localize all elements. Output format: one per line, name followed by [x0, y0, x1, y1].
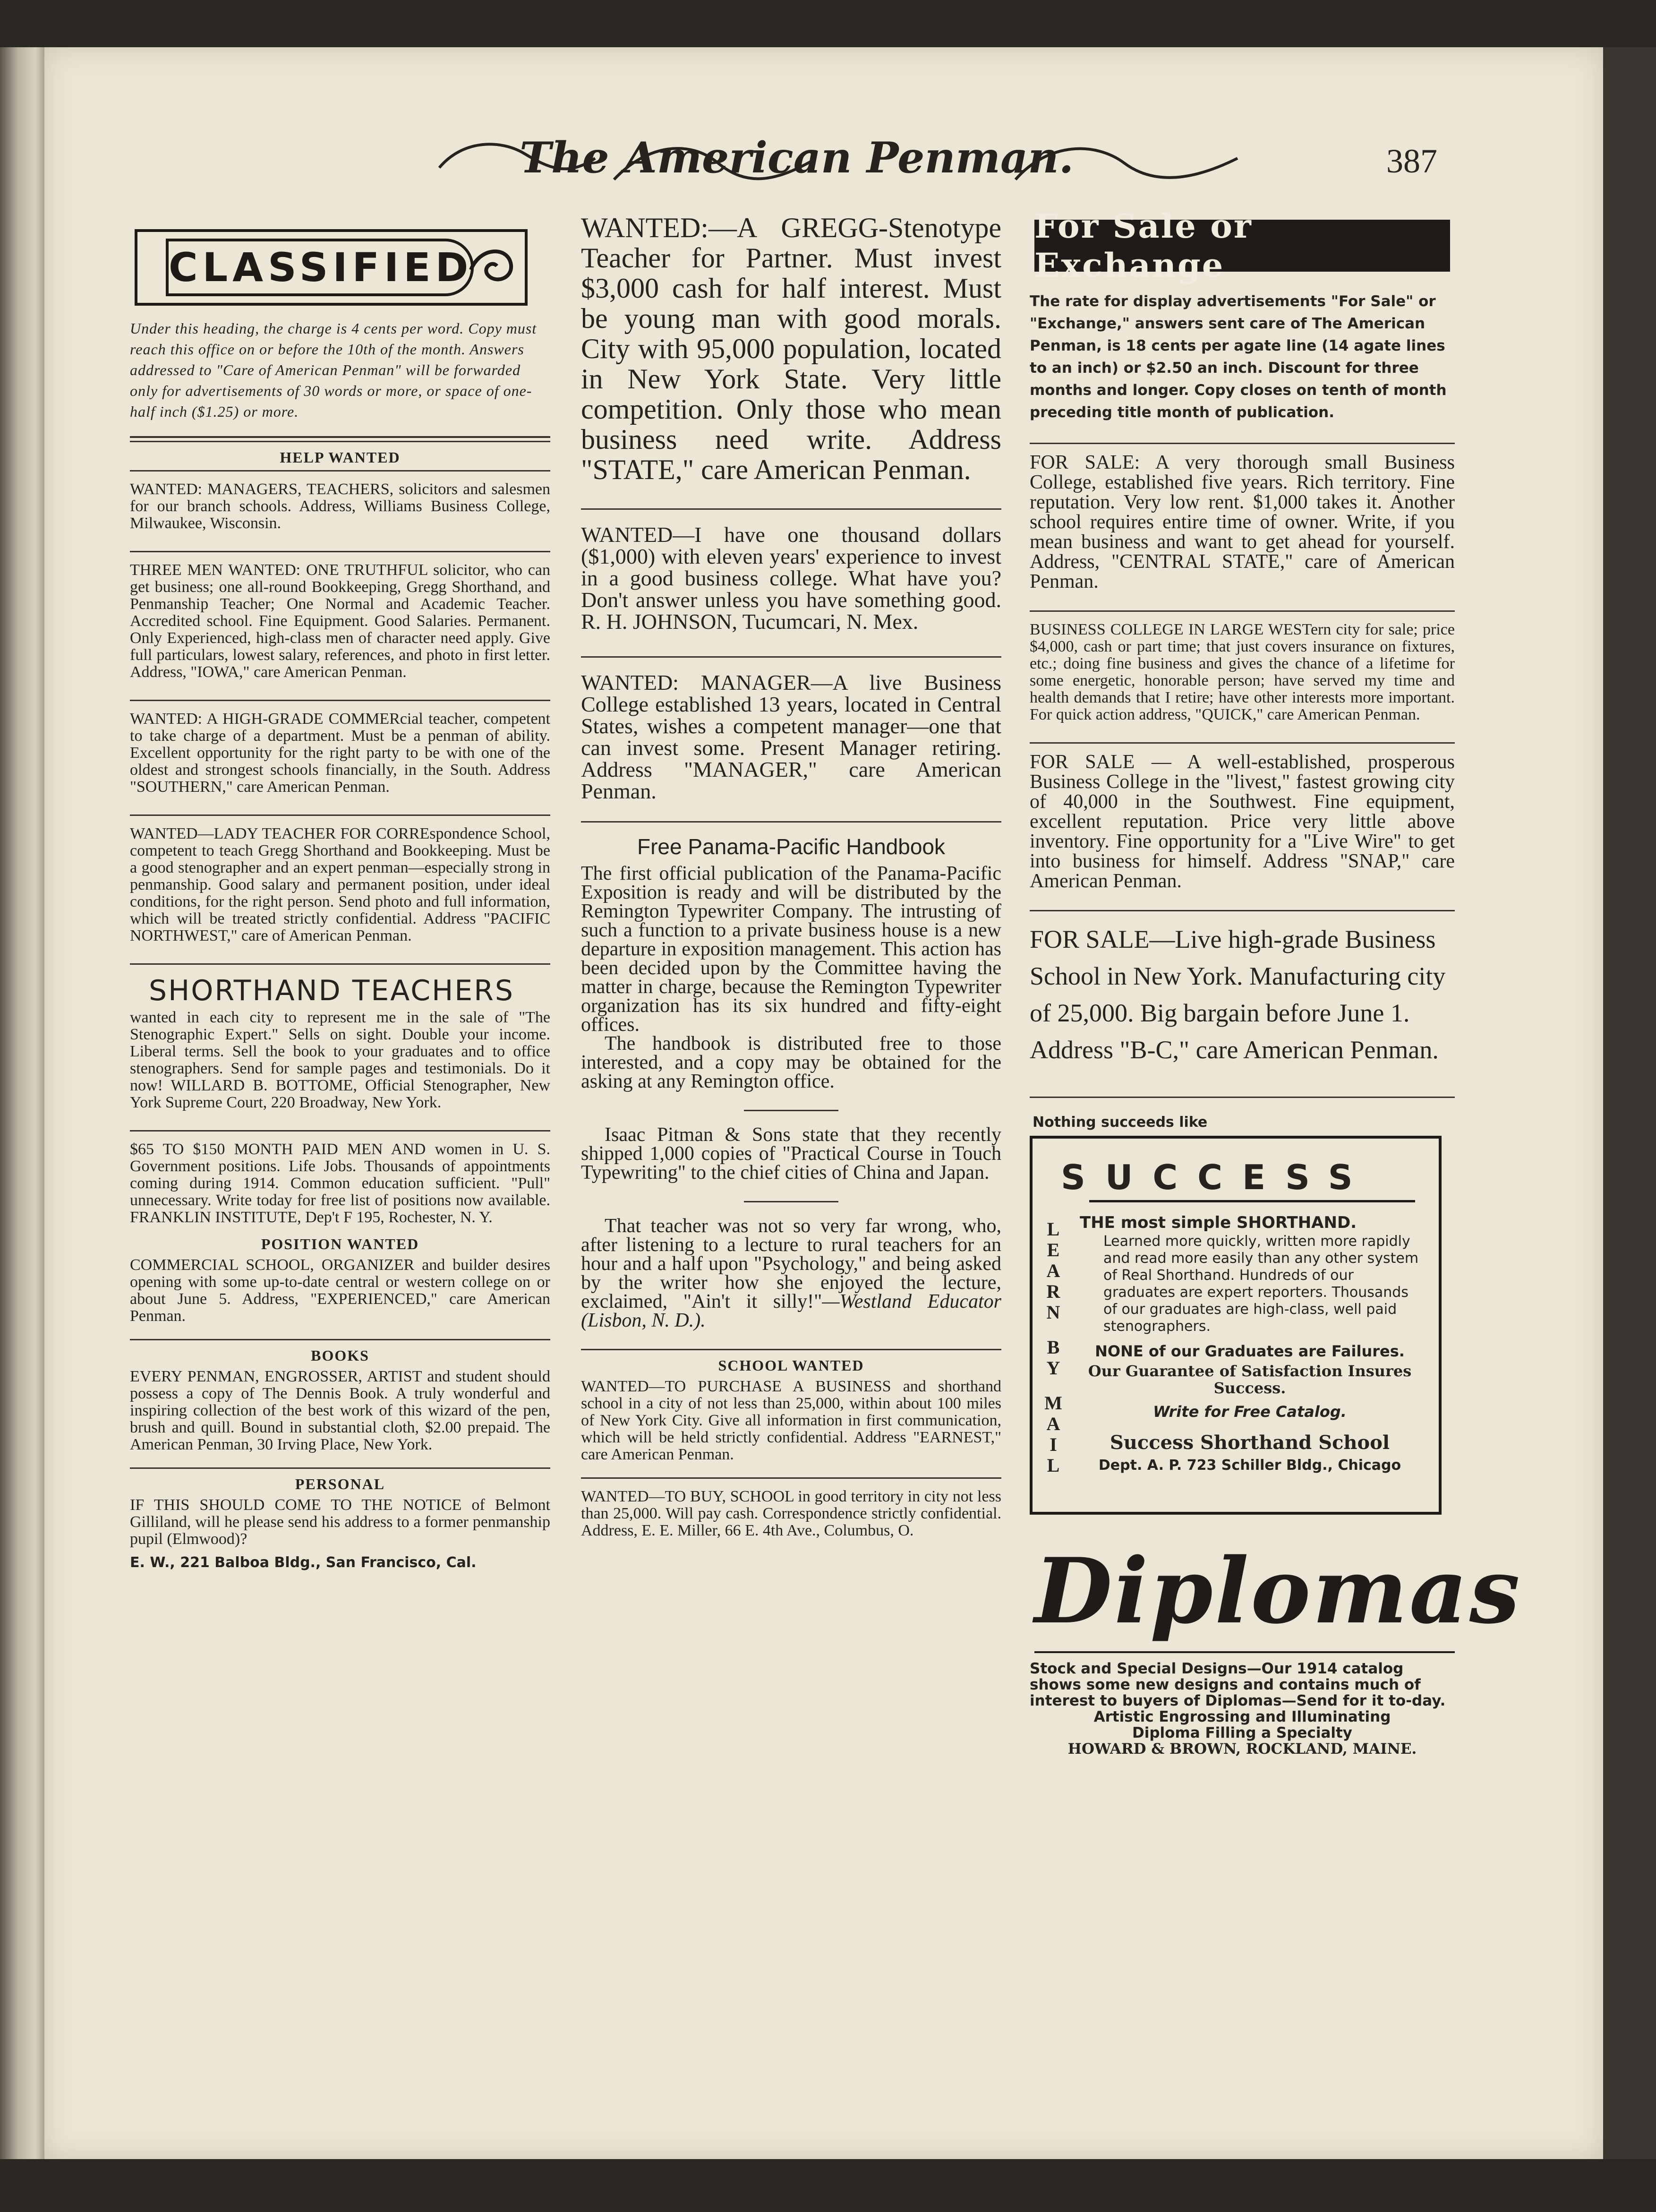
diplomas-line: Artistic Engrossing and Illuminating: [1093, 1708, 1391, 1725]
vertical-letter: L: [1047, 1455, 1060, 1476]
shorthand-teachers-heading: SHORTHAND TEACHERS: [149, 974, 514, 1007]
vertical-gap: [1044, 1323, 1063, 1337]
vertical-gap: [1044, 1379, 1063, 1393]
panama-paragraph: The first official publication of the Panama-Pacific Exposition is ready and will be distributed by the Remington Typewriter Company. The intrusting of such a function to a private business house is a new departure in exposition management. This action has been decided upon by the Committee having the matter in charge, because the Remington Typewriter organization has its six hundred and fifty-eight offices.: [581, 863, 1001, 1036]
diplomas-line: HOWARD & BROWN, ROCKLAND, MAINE.: [1067, 1740, 1417, 1758]
column-for-sale: [1030, 206, 1522, 1758]
vertical-letter: A: [1046, 1260, 1060, 1281]
classified-ad: WANTED—LADY TEACHER FOR CORREspondence School, competent to teach Gregg Shorthand and Bookkeeping. Must be a good stenographer and an expert penman—especially strong in penmanship. Good salary and permanent position, under ideal conditions, for the right person. Send photo and full information, which will be treated strictly confidential. Address "PACIFIC NORTHWEST," care of American Penman.: [130, 825, 550, 944]
short-divider: [744, 1110, 838, 1111]
success-underline: [1089, 1200, 1415, 1202]
divider: [1030, 443, 1455, 444]
divider: [581, 1477, 1001, 1479]
divider: [130, 470, 550, 472]
vertical-letter: E: [1047, 1239, 1060, 1260]
scan-background-bottom: [0, 2159, 1656, 2212]
success-lead: THE most simple SHORTHAND.: [1080, 1213, 1357, 1232]
diplomas-line: Diploma Filling a Specialty: [1132, 1724, 1353, 1741]
success-school-name: Success Shorthand School: [1110, 1432, 1390, 1454]
divider: [130, 963, 550, 965]
vertical-letter: R: [1046, 1281, 1060, 1302]
classified-intro: Under this heading, the charge is 4 cents per word. Copy must reach this office on or before the 10th of the month. Answers addressed to "Care of American Penman" will be forwarded only for advertisements of 30 words or more, or space of one-half inch ($1.25) or more.: [130, 320, 537, 420]
column-wanted: [581, 213, 1001, 1539]
books-heading: BOOKS: [311, 1347, 369, 1364]
divider: [1030, 910, 1455, 911]
book-spine: [0, 47, 44, 2211]
for-sale-ad: FOR SALE: A very thorough small Business College, established five years. Rich territory. Fine reputation. Very low rent. $1,000 takes it. Another school requires entire time of owner. Write, if you mean business and want to get ahead for yourself. Address, "CENTRAL STATE," care of American Penman.: [1030, 452, 1455, 592]
column-classified: [130, 229, 550, 1571]
success-line: Write for Free Catalog.: [1153, 1403, 1347, 1421]
masthead-logo: [425, 135, 1464, 187]
wanted-ad: WANTED—TO PURCHASE A BUSINESS and shorthand school in a city of not less than 25,000, within about 100 miles of New York City. Give all information in first communication, which will be held strictly confidential. Address "EARNEST," care American Penman.: [581, 1378, 1001, 1463]
diplomas-rule: [1034, 1651, 1455, 1653]
classified-ad: WANTED: MANAGERS, TEACHERS, solicitors and salesmen for our branch schools. Address, Williams Business College, Milwaukee, Wisconsin.: [130, 480, 550, 532]
wanted-ad: WANTED: MANAGER—A live Business College established 13 years, located in Central States, wishes a competent manager—one that can invest some. Present Manager retiring. Address "MANAGER," care American Penman.: [581, 670, 1001, 803]
school-wanted-heading: SCHOOL WANTED: [718, 1357, 864, 1374]
for-sale-banner: For Sale or Exchange: [1034, 220, 1450, 272]
classified-label: CLASSIFIED: [166, 239, 474, 296]
divider: [1030, 742, 1455, 744]
page-number: 387: [1386, 142, 1437, 180]
for-sale-ad: BUSINESS COLLEGE IN LARGE WESTern city for sale; price $4,000, cash or part time; that just covers insurance on fixtures, etc.; doing fine business and gives the chance of a lifetime for some energetic, honorable person; have served my time and health demands that I retire; have other interests more important. For quick action address, "QUICK," care American Penman.: [1030, 621, 1455, 723]
vertical-letter: Y: [1046, 1357, 1060, 1379]
masthead-text: The American Penman.: [520, 135, 1074, 183]
classified-ad: EVERY PENMAN, ENGROSSER, ARTIST and student should possess a copy of The Dennis Book. A truly wonderful and inspiring collection of the best work of this wizard of the pen, brush and quill. Bound in substantial cloth, $2.00 prepaid. The American Penman, 30 Irving Place, New York.: [130, 1368, 550, 1453]
vertical-letter: I: [1050, 1434, 1057, 1455]
panama-heading: Free Panama-Pacific Handbook: [637, 834, 945, 859]
classified-banner: [135, 229, 528, 306]
success-tagline: Nothing succeeds like: [1033, 1114, 1208, 1131]
divider: [130, 1467, 550, 1469]
shorthand-ad: wanted in each city to represent me in the sale of "The Stenographic Expert." Sells on sight. Double your income. Liberal terms. Sell the book to your graduates and to office stenographers. Send for sample pages and testimonials. Do it now! WILLARD B. BOTTOME, Official Stenographer, New York Supreme Court, 220 Broadway, New York.: [130, 1009, 550, 1111]
wanted-ad: WANTED—TO BUY, SCHOOL in good territory in city not less than 25,000. Will pay cash. Correspondence strictly confidential. Address, E. E. Miller, 66 E. 4th Ave., Columbus, O.: [581, 1488, 1001, 1539]
diplomas-body: Stock and Special Designs—Our 1914 catalog shows some new designs and contains much of interest to buyers of Diplomas—Send for it to-day.: [1030, 1660, 1446, 1709]
help-wanted-heading: HELP WANTED: [280, 449, 401, 466]
teacher-anecdote-source: —Westland Educator (Lisbon, N. D.).: [581, 1291, 1001, 1331]
divider: [581, 656, 1001, 658]
success-line: NONE of our Graduates are Failures.: [1095, 1342, 1405, 1360]
success-description: Learned more quickly, written more rapidly and read more easily than any other system of Real Shorthand. Hundreds of our graduates are expert reporters. Thousands of our graduates are high-class, well paid stenographers.: [1103, 1233, 1419, 1335]
divider: [581, 1349, 1001, 1350]
panama-paragraph: The handbook is distributed free to those interested, and a copy may be obtained for the asking at any Remington office.: [581, 1033, 1001, 1092]
divider: [1030, 610, 1455, 612]
divider: [581, 821, 1001, 823]
scan-background-right: [1603, 47, 1656, 2159]
classified-ad: $65 TO $150 MONTH PAID MEN AND women in U. S. Government positions. Life Jobs. Thousands of appointments coming during 1914. Common education sufficient. "Pull" unnecessary. Write today for free list of positions now available. FRANKLIN INSTITUTE, Dep't F 195, Rochester, N. Y.: [130, 1140, 550, 1226]
success-body: [1080, 1214, 1420, 1474]
divider: [130, 551, 550, 552]
rate-notice: The rate for display advertisements "For Sale" or "Exchange," answers sent care of The American Penman, is 18 cents per agate line (14 agate lines to an inch) or $2.50 an inch. Discount for three months and longer. Copy closes on tenth of month preceding title month of publication.: [1030, 293, 1447, 421]
divider: [581, 508, 1001, 510]
learn-by-mail-vertical: [1044, 1219, 1063, 1476]
teacher-anecdote: [581, 1217, 1001, 1330]
divider: [130, 700, 550, 701]
pitman-note: Isaac Pitman & Sons state that they recently shipped 1,000 copies of "Practical Course in Touch Typewriting" to the chief cities of China and Japan.: [581, 1124, 1001, 1183]
vertical-letter: L: [1047, 1218, 1060, 1240]
divider: [130, 1339, 550, 1340]
vertical-letter: N: [1046, 1302, 1060, 1323]
divider: [130, 436, 550, 442]
success-line: Our Guarantee of Satisfaction Insures Success.: [1088, 1362, 1412, 1397]
classified-ad: WANTED: A HIGH-GRADE COMMERcial teacher, competent to take charge of a department. Must be a penman of ability. Excellent opportunity for the right party to be with one of the oldest and strongest schools financially, in the South. Address "SOUTHERN," care American Penman.: [130, 710, 550, 796]
divider: [130, 1130, 550, 1132]
personal-heading: PERSONAL: [295, 1475, 385, 1492]
vertical-letter: A: [1046, 1413, 1060, 1434]
wanted-ad: WANTED—I have one thousand dollars ($1,000) with eleven years' experience to invest in a good business college. What have you? Don't answer unless you have something good. R. H. JOHNSON, Tucumcari, N. Mex.: [581, 523, 1001, 634]
swirl-ornament-icon: [466, 241, 518, 289]
success-shorthand-ad: [1030, 1114, 1442, 1515]
wanted-ad-large: WANTED:—A GREGG-Stenotype Teacher for Partner. Must invest $3,000 cash for half interest. Must be young man with good morals. City with 95,000 population, located in New York State. Very little competition. Only those who mean business need write. Address "STATE," care American Penman.: [581, 212, 1001, 485]
classified-ad: IF THIS SHOULD COME TO THE NOTICE of Belmont Gilliland, will he please send his address to a former penmanship pupil (Elmwood)?: [130, 1496, 550, 1548]
for-sale-ad-large: FOR SALE—Live high-grade Business School in New York. Manufacturing city of 25,000. Big bargain before June 1. Address "B-C," care American Penman.: [1030, 925, 1446, 1064]
short-divider: [744, 1201, 838, 1202]
vertical-letter: B: [1047, 1337, 1060, 1358]
divider: [130, 814, 550, 816]
personal-signature: E. W., 221 Balboa Bldg., San Francisco, Cal.: [130, 1554, 477, 1571]
classified-ad: COMMERCIAL SCHOOL, ORGANIZER and builder desires opening with some up-to-date central or western college on or about June 5. Address, "EXPERIENCED," care American Penman.: [130, 1256, 550, 1325]
vertical-letter: M: [1044, 1392, 1062, 1414]
success-word: SUCCESS: [1061, 1157, 1373, 1197]
teacher-anecdote-text: That teacher was not so very far wrong, who, after listening to a lecture to rural teachers for an hour and a half upon "Psychology," and being asked by the writer how she enjoyed the lecture, exclaimed, "Ain't it silly!": [581, 1215, 1001, 1312]
success-address: Dept. A. P. 723 Schiller Bldg., Chicago: [1098, 1457, 1401, 1474]
classified-ad: THREE MEN WANTED: ONE TRUTHFUL solicitor, who can get business; one all-round Bookkeeping, Gregg Shorthand, and Penmanship Teacher; One Normal and Academic Teacher. Accredited school. Fine Equipment. Good Salaries. Permanent. Only Experienced, high-class men of character need apply. Give full particulars, lowest salary, references, and photo in first letter. Address, "IOWA," care American Penman.: [130, 561, 550, 681]
divider: [1030, 1097, 1455, 1098]
position-wanted-heading: POSITION WANTED: [261, 1235, 419, 1252]
for-sale-ad: FOR SALE — A well-established, prosperous Business College in the "livest," fastest growing city of 40,000 in the Southwest. Fine equipment, excellent reputation. Price very little above inventory. Fine opportunity for a "Live Wire" to get into business for himself. Address "SNAP," care American Penman.: [1030, 751, 1455, 892]
diplomas-title: Diplomas: [1034, 1538, 1522, 1644]
